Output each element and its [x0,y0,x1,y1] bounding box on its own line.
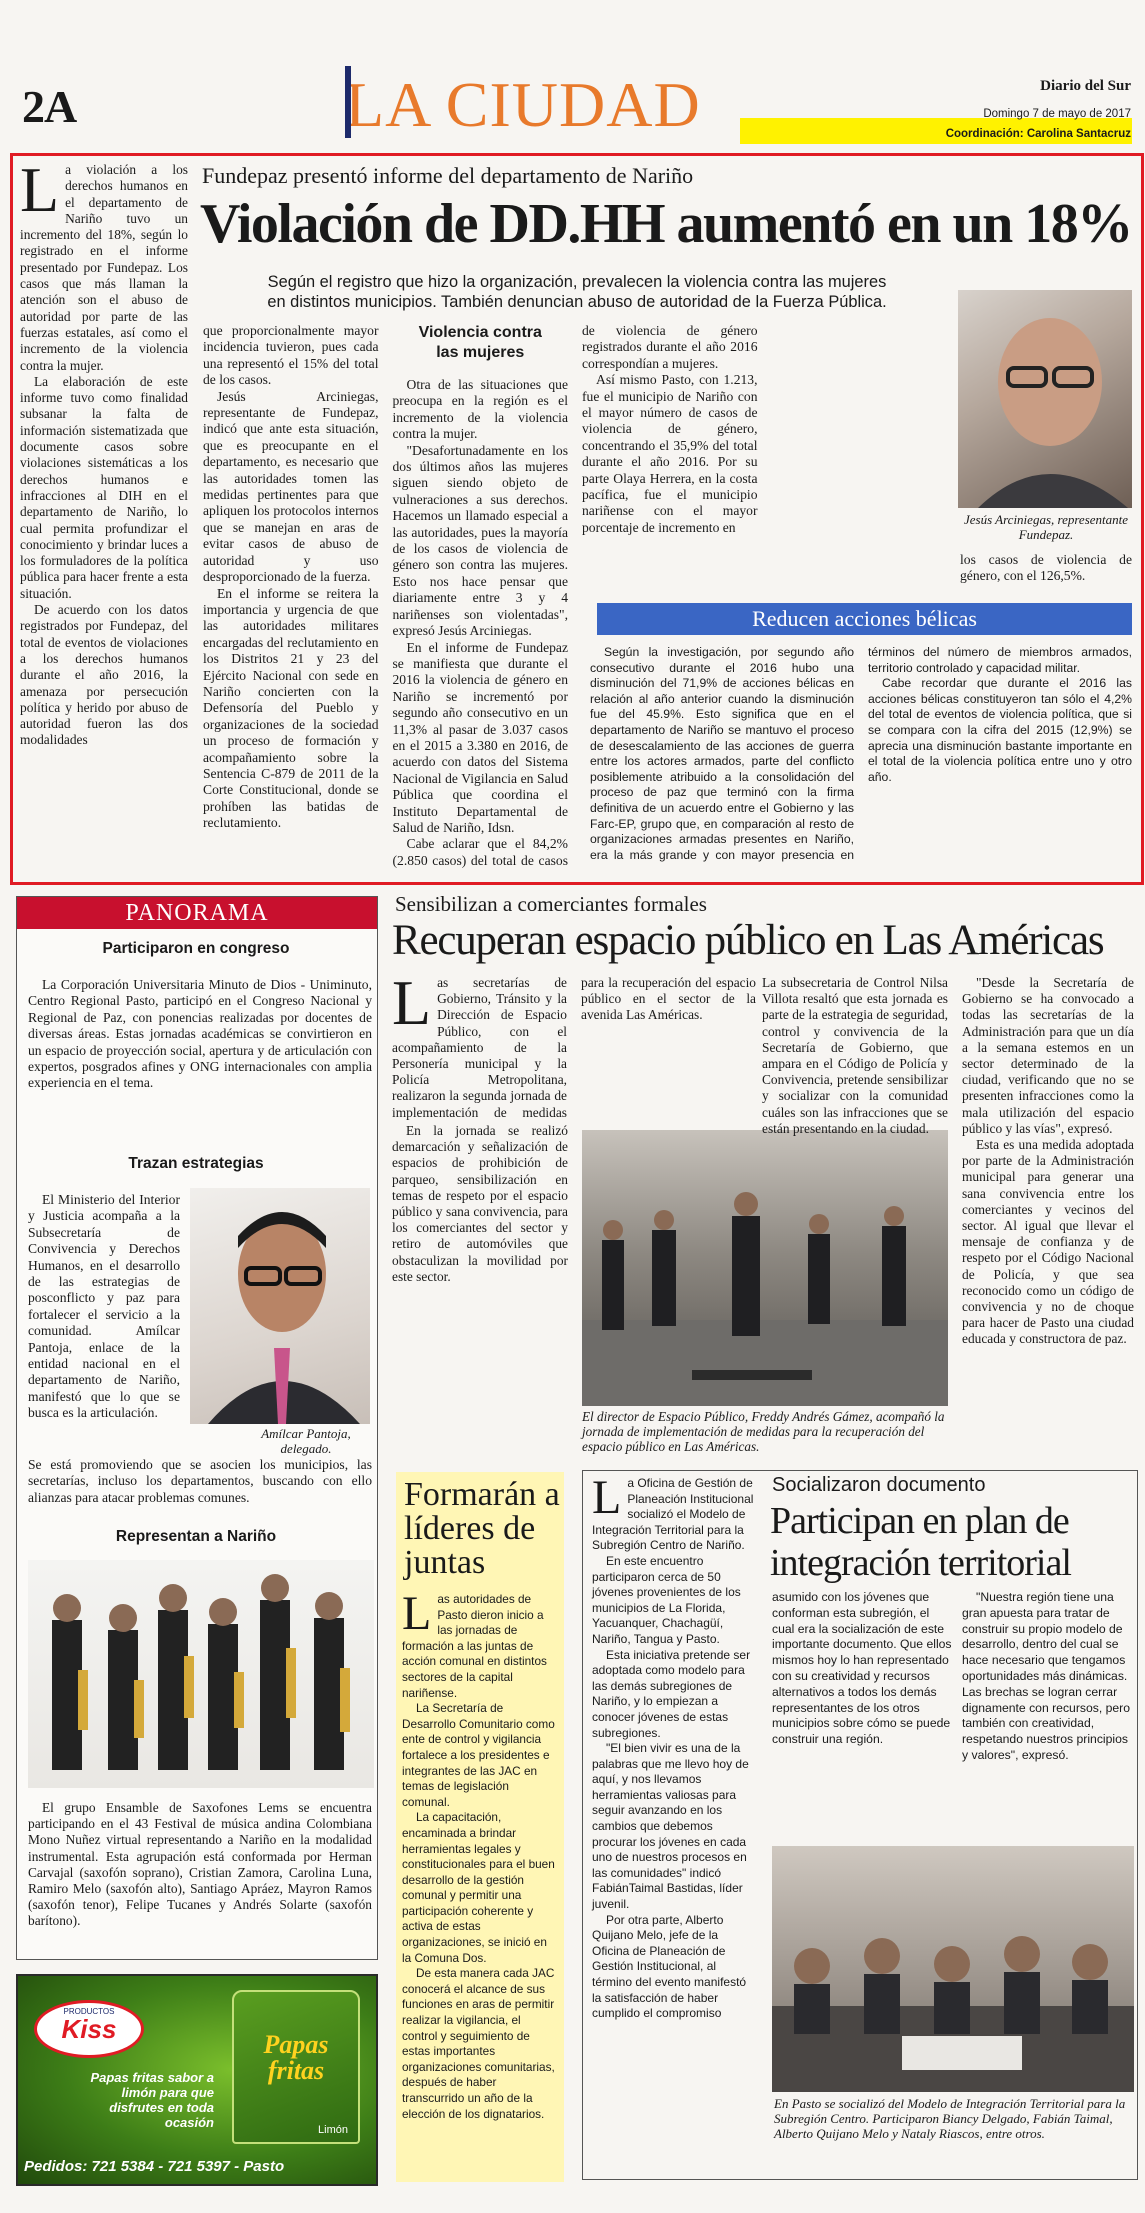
dropcap: L [20,154,60,225]
story2-body-right [962,975,1134,1455]
paragraph: El grupo Ensamble de Saxofones Lems se encuentra participando en el 43 Festival de música andina Colombiana Mono Nuñez virtual representando a Nariño en la modalidad instrumental. Esta agrupación está conformada por Herman Carvajal (saxofón soprano), Cristian Zamora, Carolina Luna, Ramiro Melo (saxofón alto), Santiago Apráez, Mayron Ramos (saxofón tenor), Felipe Tucanes y Andrés Solarte (saxofón barítono). [28,1800,372,1929]
paragraph: En la jornada se realizó demarcación y señalización de espacios de prohibición de parqueo, sensibilización en temas de respeto por el espacio público y sana convivencia, para los comerciantes del sector y retiro de automóviles que obstaculizan la movilidad por este sector. [392,1123,568,1284]
paragraph: Esta es una medida adoptada por parte de la Administración municipal para generar una sana convivencia entre los comerciantes y vecinos del sector. Al igual que llevar el mensaje de confianza y de respeto por el Código Nacional de Policía, y que sea reconocido como un código de convivencia y no de choque para hacer de Pasto una ciudad educada y constructora de paz. [962,1137,1134,1347]
story-headline: Recuperan espacio público en Las Américas [392,917,1104,964]
paragraph: Así mismo Pasto, con 1.213, fue el municipio de Nariño con el mayor número de casos de violencia de género, concentrando el 35,9% del total durante el año 2016. Por su parte Olaya Herrera, en la costa pacífica, fue el municipio nariñense con el mayor porcentaje de incremento en [582,372,758,535]
paragraph: De esta manera cada JAC conocerá el alcance de sus funciones en aras de permitir realizar la vigilancia, el control y seguimiento de estas importantes organizaciones comunitarias, después de haber transcurrido un año de la elección de los dignatarios. [402,1966,555,2121]
lead-story-first-column [20,154,188,877]
story4-second-column [772,1590,952,1845]
story3-body [402,1587,558,2172]
section-title: LA CIUDAD [345,69,701,140]
ad-chip-bag: Papas fritas Limón [232,1990,360,2144]
subhead: Violencia contra las mujeres [418,324,542,361]
photo-caption: Jesús Arciniegas, representante Fundepaz. [963,512,1129,542]
photo-caption: Amílcar Pantoja, delegado. [261,1426,351,1456]
dropcap: L [392,967,432,1038]
paragraph: a violación a los derechos humanos en el departamento de Nariño tuvo un incremento del 18%, según lo registrado en el informe presentado por Fundepaz. Los casos que más llaman la atención son el abuso de autoridad por parte de las fuerzas estatales, así como el incremento de la violencia contra la mujer. [20,162,188,373]
story2-body-mid [762,975,948,1136]
paper-name: Diario del Sur [1040,78,1131,94]
paragraph: Por otra parte, Alberto Quijano Melo, jefe de la Oficina de Planeación de Gestión Institucional, al término del evento manifestó la satisfacción de haber cumplido el compromiso [592,1912,747,2021]
street-crowd-icon [582,1130,948,1406]
sidebar-title-bar: Reducen acciones bélicas [597,603,1132,635]
paragraph: De acuerdo con los datos registrados por Fundepaz, del total de eventos de violaciones a los derechos humanos durante el año 2016, la amenaza por persecución política y herido por abuso de autoridad fueron las dos modalidades [20,602,188,748]
paragraph: Se está promoviendo que se asocien los municipios, las secretarías, incluso los departamentos, buscando con ello alianzas para atacar problemas comunes. [28,1457,372,1505]
story-photo-public-space [582,1130,948,1406]
paragraph: as autoridades de Pasto dieron inicio a las jornadas de formación a las juntas de acción comunal en distintos sectores de la capital nariñense. [402,1592,547,1700]
ad-tagline: Papas fritas sabor a limón para que disfrutes en toda ocasión [90,2070,214,2130]
story-headline: Participan en plan de integración territorial [770,1500,1071,1584]
issue-date: Domingo 7 de mayo de 2017 [983,108,1131,120]
ad-order-phones: Pedidos: 721 5384 - 721 5397 - Pasto [24,2158,285,2175]
lead-kicker: Fundepaz presentó informe del departamento de Nariño [202,163,694,188]
paragraph: asumido con los jóvenes que conforman esta subregión, el cual era la socialización de este importante documento. Que ellos mismos hoy lo han representado con su creatividad y recursos alternativos a todos los demás representantes de los otros municipios sobre cómo se puede construir una región. [772,1590,952,1747]
paragraph: Jesús Arciniegas, representante de Fundepaz, indicó que ante esta situación, que es preocupante en el departamento, es necesario que las autoridades tomen las medidas pertinentes para que apliquen los protocolos internos que se manejan en aras de evitar casos de abuso de autoridad y uso desproporcionado de la fuerza. [203,388,379,585]
dropcap: L [592,1471,622,1524]
paragraph: "Desafortunadamente en los dos últimos años las mujeres siguen siendo objeto de vulneraciones a sus derechos. Hacemos un llamado especial a las autoridades, pues la mayoría de los casos de violencia de género son contra las mujeres. Esto nos hace pensar que diariamente entre 3 y 4 nariñenses son violentadas", expresó Jesús Arciniegas. [392,442,568,639]
paragraph: Cabe aclarar que el 84,2% (2.850 casos) del total de casos de violencia de género registrados durante el año 2016 correspondían a mujeres. [392,323,758,868]
paragraph: La capacitación, encaminada a brindar herramientas legales y constitucionales para el buen desarrollo de la gestión comunal y permitir una participación coherente y activa de estas organizaciones, se inició en la Comuna Dos. [402,1810,555,1965]
story-kicker: Socializaron documento [772,1474,986,1496]
photo-amilcar-pantoja [190,1188,370,1424]
story-headline: Formarán a líderes de juntas [404,1476,560,1581]
story4-first-column [592,1471,758,2176]
story-photo-meeting [772,1846,1134,2092]
paragraph: La Corporación Universitaria Minuto de Dios - Uniminuto, Centro Regional Pasto, participó en el Congreso Nacional y Regional de Paz, con ponencias realizadas por docentes de diversas áreas. Estas jornadas académicas se convirtieron en un espacio de proyección social, apertura y de articulación con expertos, posgrados afines y ONG internacionales con amplia experiencia en el tema. [28,977,372,1091]
meeting-group-icon [772,1846,1134,2092]
story2-body-left [392,1123,568,1468]
panorama-item-body [28,1800,372,1930]
paragraph: "Nuestra región tiene una gran apuesta para tratar de construir su propio modelo de desarrollo, dentro del cual se hace necesario que tengamos oportunidades más dinámicas. Las brechas se logran cerrar dignamente con recursos, pero también con creatividad, respetando nuestros principios y valores", expresó. [962,1590,1131,1762]
lead-deck: Según el registro que hizo la organización, prevalecen la violencia contra las mujeres en distintos municipios. También denuncian abuso de autoridad de la Fuerza Pública. [267,273,887,311]
paragraph: que proporcionalmente mayor incidencia tuvieron, pues cada una representó el 15% del total de los casos. [203,323,379,388]
photo-jesus-arciniegas [958,290,1132,508]
panorama-item-heading: Trazan estrategias [128,1155,264,1172]
paragraph: Esta iniciativa pretende ser adoptada como modelo para las demás subregiones de Nariño, y lo empiezan a conocer jóvenes de estas subregiones. [592,1647,751,1740]
section-title-initial-accent [345,66,385,138]
portrait-glasses-icon [958,290,1132,508]
paragraph: as secretarías de Gobierno, Tránsito y la Dirección de Espacio Público, con el acompañamiento de la Personería municipal y la Policía Metropolitana, realizaron la segunda jornada de implementación de medidas para la recuperación del espacio público en el sector de la avenida Las Américas. [392,975,756,1120]
paragraph: "El bien vivir es una de la palabras que me llevo hoy de aquí, y nos llevamos herramientas valiosas para seguir avanzando en los cambios que debemos procurar los jóvenes en cada uno de nuestros procesos en las comunidades" indicó FabiánTaimal Bastidas, líder juvenil. [592,1741,749,1912]
story2-body-cols-1 [392,967,756,1123]
paragraph: "Desde la Secretaría de Gobierno se ha convocado a todas las secretarías de la Administración para que un día a la semana estemos en un sector determinado de la ciudad, verificando que no se presenten infracciones como la mala utilización del espacio público y las vías", expresó. [962,975,1134,1136]
coordination-credit: Coordinación: Carolina Santacruz [945,128,1131,140]
panorama-item-body [28,1457,372,1506]
paragraph: a Oficina de Gestión de Planeación Institucional socializó el Modelo de Integración Territorial para la Subregión Centro de Nariño. [592,1476,754,1553]
paragraph: La subsecretaria de Control Nilsa Villota resaltó que esta jornada es parte de la estrategia de seguridad, control y convivencia de la Secretaría de Gobierno, que ampara en el Código de Policía y Convivencia, pretende sensibilizar y socializar con la comunidad cuáles son las infracciones que se están presentando en la ciudad. [762,975,948,1136]
saxophone-players-icon [28,1560,374,1788]
sidebar-body [590,645,1132,881]
lead-headline: Violación de DD.HH aumentó en un 18% [200,193,1132,255]
story-kicker: Sensibilizan a comerciantes formales [395,892,707,916]
photo-caption: El director de Espacio Público, Freddy Andrés Gámez, acompañó la jornada de implementación de medidas para la recuperación del espacio público en Las Américas. [582,1409,945,1454]
paragraph: En este encuentro participaron cerca de 50 jóvenes provenientes de los municipios de La Florida, Yacuanquer, Chachagüí, Nariño, Tangua y Pasto. [592,1553,741,1646]
paragraph: En el informe se reitera la importancia y urgencia de que las autoridades militares encargadas del reclutamiento en los Distritos 21 y 23 del Ejército Nacional con sede en Nariño concierten con la Defensoría del Pueblo y organizaciones de la sociedad un proceso de formación y acompañamiento sobre la Sentencia C-879 de 2011 de la Corte Constitucional, donde se prohíben las batidas de reclutamiento. [203,585,379,831]
photo-saxophone-ensemble [28,1560,374,1788]
panorama-item-heading: Representan a Nariño [115,1528,277,1545]
caption-follow-text: los casos de violencia de género, con el 126,5%. [960,552,1132,583]
panorama-title: PANORAMA [17,897,377,929]
kiss-ad [16,1974,378,2186]
panorama-item-body [28,977,372,1092]
paragraph: Cabe recordar que durante el 2016 las acciones bélicas constituyeron tan sólo el 4,2% del total de eventos de violencia política, que si se compara con la cifra del 2015 (12,9%) se aprecia una disminución bastante importante en el total de la violencia política entre uno y otro año. [868,676,1132,784]
paragraph: El Ministerio del Interior y Justicia acompaña a la Subsecretaría de Convivencia y Derechos Humanos, en el desarrollo de las estrategias de posconflicto y paz para fortalecer el servicio a la comunidad. Amílcar Pantoja, enlace de la entidad nacional en el departamento de Nariño, manifestó que lo que se busca es la articulación. [28,1192,180,1421]
paragraph: Otra de las situaciones que preocupa en la región es el incremento de la violencia contra la mujer. [392,377,568,442]
panorama-item-heading: Participaron en congreso [102,940,290,957]
paragraph: En el informe de Fundepaz se manifiesta que durante el 2016 la violencia de género en Nariño se incrementó por segundo año consecutivo en un 11,3% al pasar de 3.037 casos en el 2015 a 3.380 en 2016, de acuerdo con datos del Sistema Nacional de Vigilancia en Salud Pública que coordina el Instituto Departamental de Salud de Nariño, Idsn. [392,639,568,835]
ad-brand-logo: PRODUCTOS Kiss [34,2000,144,2058]
paragraph: Según la investigación, por segundo año consecutivo durante el 2016 hubo una disminución del 71,9% de acciones bélicas en relación al año anterior cuando la disminución fue del 45.9%. Esto significa que en el departamento de Nariño se mantuvo el proceso de desescalamiento de las acciones de guerra entre los actores armados, parte del conflicto posiblemente atribuido a la consolidación del proceso de paz que terminó con la firma definitiva de un acuerdo entre el Gobierno y las Farc-EP, grupo que, en comparación al resto de organizaciones armadas presentes en Nariño, era la más grande y con mayor presencia en términos del número de miembros armados, territorio controlado y capacidad militar. [590,645,1132,862]
paragraph: La Secretaría de Desarrollo Comunitario como ente de control y vigilancia fortalece a los presidentes e integrantes de las JAC en temas de legislación comunal. [402,1701,555,1809]
panorama-item-body [28,1192,180,1422]
paragraph: La elaboración de este informe tuvo como finalidad subsanar la falta de información sistematizada que documente casos sobre violaciones sistemáticas a los derechos humanos e infracciones al DIH en el departamento de Nariño, lo cual permita profundizar el conocimiento y brindar luces a los formuladores de la política pública para hacer frente a esta situación. [20,373,188,601]
dropcap: L [402,1587,432,1640]
portrait-glasses-icon [190,1188,370,1424]
photo-caption: En Pasto se socializó del Modelo de Integración Territorial para la Subregión Centro. Participaron Biancy Delgado, Fabián Taimal, Alberto Quijano Melo y Nataly Riascos, entre otros. [774,2096,1126,2141]
story4-third-column [962,1590,1134,1845]
page-number: 2A [22,81,77,132]
